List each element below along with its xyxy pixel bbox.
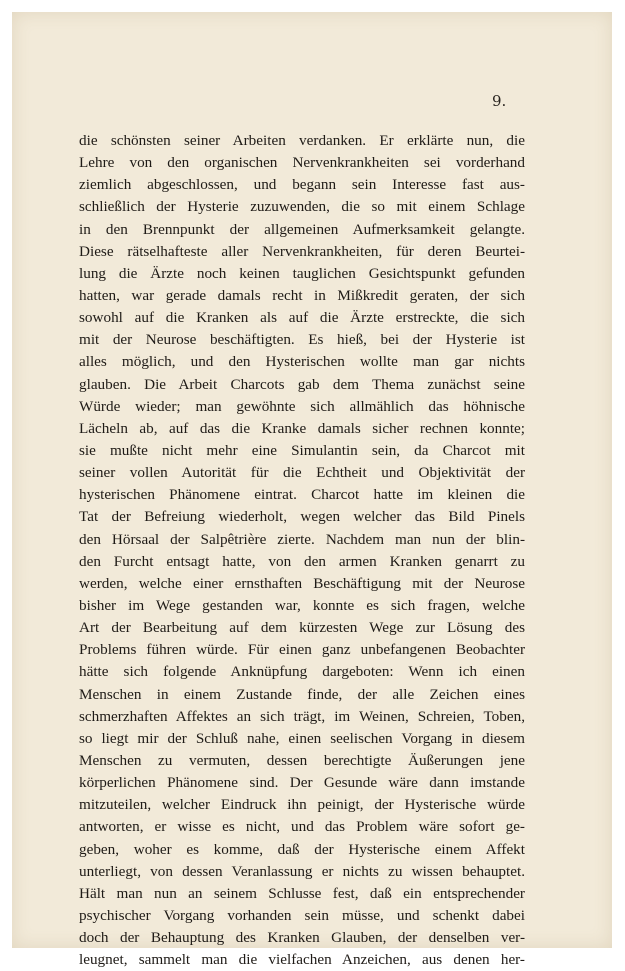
text-line: in den Brennpunkt der allgemeinen Aufmerksamkeit gelangte. — [79, 220, 525, 238]
text-line: Lächeln ab, auf das die Kranke damals sicher rechnen konnte; — [79, 419, 525, 437]
text-line: sowohl auf die Kranken als auf die Ärzte erstreckte, die sich — [79, 309, 525, 327]
text-line: den Hörsaal der Salpêtrière zierte. Nachdem man nun der blin- — [79, 530, 525, 548]
text-line: werden, welche einer ernsthaften Beschäftigung mit der Neurose — [79, 574, 525, 592]
text-line: ziemlich abgeschlossen, und begann sein Interesse fast aus- — [79, 176, 525, 194]
text-line: Lehre von den organischen Nervenkrankheiten sei vorderhand — [79, 154, 525, 172]
text-line: den Furcht entsagt hatte, von den armen Kranken genarrt zu — [79, 552, 525, 570]
text-line: doch der Behauptung des Kranken Glauben, der denselben ver- — [79, 929, 525, 947]
text-line: hatten, war gerade damals recht in Mißkredit geraten, der sich — [79, 286, 525, 304]
text-line: psychischer Vorgang vorhanden sein müsse, und schenkt dabei — [79, 906, 525, 924]
text-line: sie mußte nicht mehr eine Simulantin sein, da Charcot mit — [79, 441, 525, 459]
text-line: lung die Ärzte noch keinen tauglichen Gesichtspunkt gefunden — [79, 264, 525, 282]
text-line: antworten, er wisse es nicht, und das Problem wäre sofort ge- — [79, 818, 525, 836]
text-line: Diese rätselhafteste aller Nervenkrankheiten, für deren Beurtei- — [79, 242, 525, 260]
text-line: Tat der Befreiung wiederholt, wegen welcher das Bild Pinels — [79, 508, 525, 526]
text-line: unterliegt, von dessen Veranlassung er nichts zu wissen behauptet. — [79, 862, 525, 880]
text-line: körperlichen Phänomene sind. Der Gesunde wäre dann imstande — [79, 774, 525, 792]
text-line: bisher im Wege gestanden war, konnte es sich fragen, welche — [79, 596, 525, 614]
text-line: Würde wieder; man gewöhnte sich allmählich das höhnische — [79, 397, 525, 415]
book-page — [12, 12, 612, 969]
text-line: seiner vollen Autorität für die Echtheit und Objektivität der — [79, 464, 525, 482]
text-line: Problems führen würde. Für einen ganz unbefangenen Beobachter — [79, 641, 525, 659]
text-line: Hält man nun an seinem Schlusse fest, daß ein entsprechender — [79, 884, 525, 902]
text-line: hätte sich folgende Anknüpfung dargeboten: Wenn ich einen — [79, 663, 525, 681]
text-line: mitzuteilen, welcher Eindruck ihn peinigt, der Hysterische würde — [79, 796, 525, 814]
text-line: schmerzhaften Affektes an sich trägt, im Weinen, Schreien, Toben, — [79, 707, 525, 725]
text-line: Menschen in einem Zustande finde, der alle Zeichen eines — [79, 685, 525, 703]
text-line: geben, woher es komme, daß der Hysterische einem Affekt — [79, 840, 525, 858]
text-line: so liegt mir der Schluß nahe, einen seelischen Vorgang in diesem — [79, 729, 525, 747]
text-line: Menschen zu vermuten, dessen berechtigte Äußerungen jene — [79, 751, 525, 769]
text-line: schließlich der Hysterie zuzuwenden, die so mit einem Schlage — [79, 198, 525, 216]
page-number: 9. — [492, 92, 507, 110]
text-line: die schönsten seiner Arbeiten verdanken. Er erklärte nun, die — [79, 132, 525, 149]
text-line: Art der Bearbeitung auf dem kürzesten Wege zur Lösung des — [79, 619, 525, 637]
text-line: hysterischen Phänomene eintrat. Charcot hatte im kleinen die — [79, 486, 525, 504]
text-line: glauben. Die Arbeit Charcots gab dem Thema zunächst seine — [79, 375, 525, 393]
text-line: leugnet, sammelt man die vielfachen Anzeichen, aus denen her- — [79, 951, 525, 969]
text-line: alles möglich, und den Hysterischen wollte man gar nichts — [79, 353, 525, 371]
text-line: mit der Neurose beschäftigten. Es hieß, bei der Hysterie ist — [79, 331, 525, 349]
body-text — [79, 130, 525, 971]
